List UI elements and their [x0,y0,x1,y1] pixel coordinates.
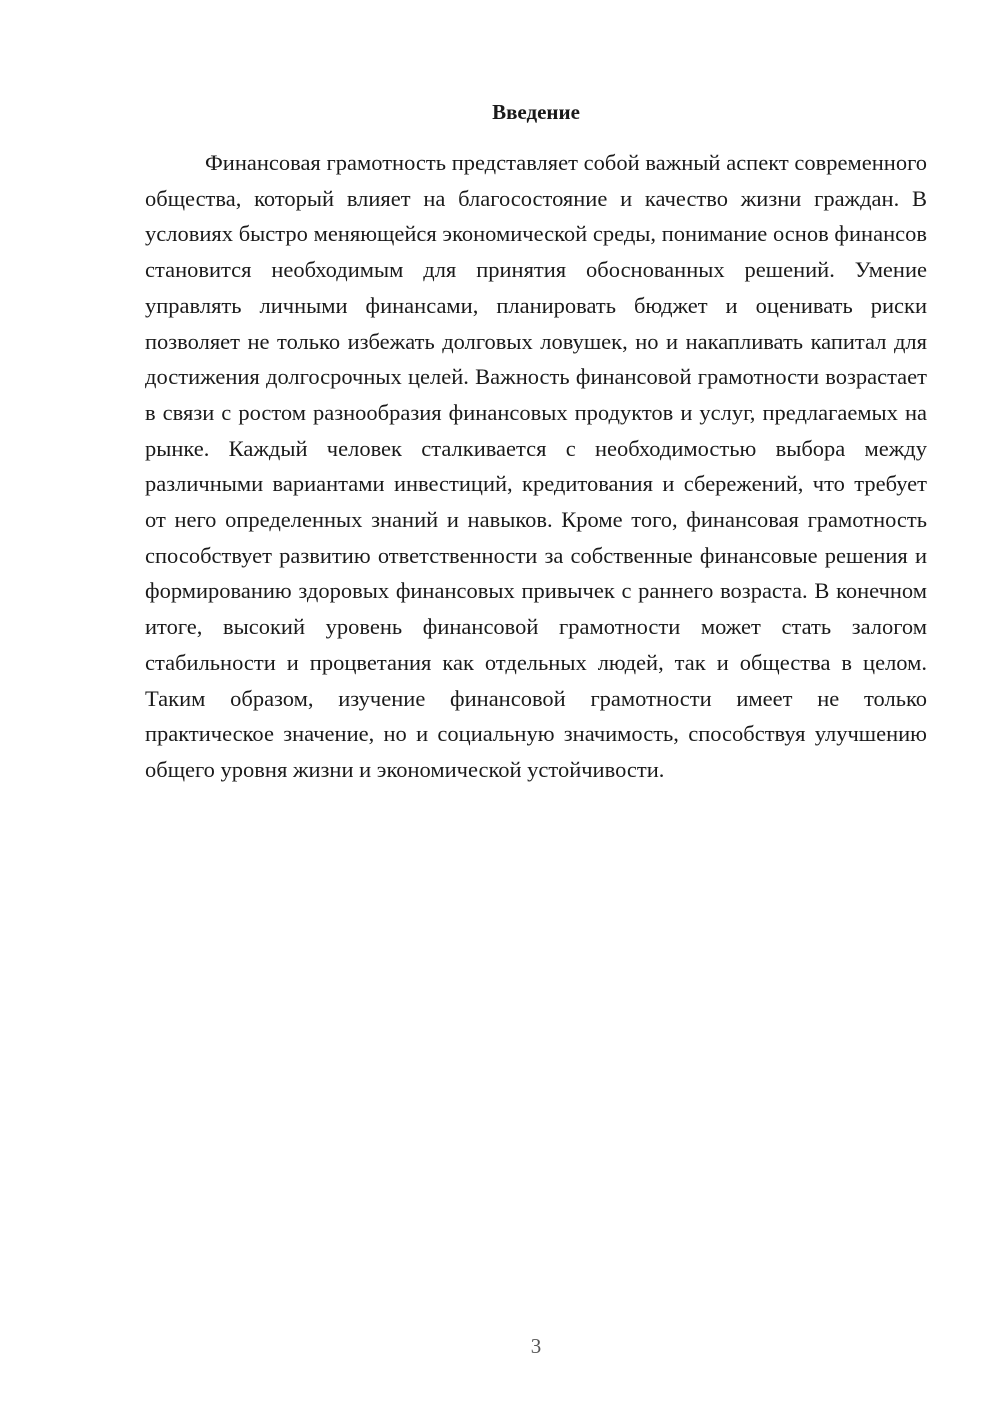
page-number: 3 [530,1334,542,1358]
body-paragraph: Финансовая грамотность представляет собой важный аспект современного общества, который влияет на благосостояние и качество жизни граждан. В условиях быстро меняющейся экономической среды, понимание основ финансов становится необходимым для принятия обоснованных решений. Умение управлять личными финансами, планировать бюджет и оценивать риски позволяет не только избежать долговых ловушек, но и накапливать капитал для достижения долгосрочных целей. Важность финансовой грамотности возрастает в связи с ростом разнообразия финансовых продуктов и услуг, предлагаемых на рынке. Каждый человек сталкивается с необходимостью выбора между различными вариантами инвестиций, кредитования и сбережений, что требует от него определенных знаний и навыков. Кроме того, финансовая грамотность способствует развитию ответственности за собственные финансовые решения и формированию здоровых финансовых привычек с раннего возраста. В конечном итоге, высокий уровень финансовой грамотности может стать залогом стабильности и процветания как отдельных людей, так и общества в целом. Таким образом, изучение финансовой грамотности имеет не только практическое значение, но и социальную значимость, способствуя улучшению общего уровня жизни и экономической устойчивости. [145,150,927,782]
section-heading: Введение [492,100,580,124]
